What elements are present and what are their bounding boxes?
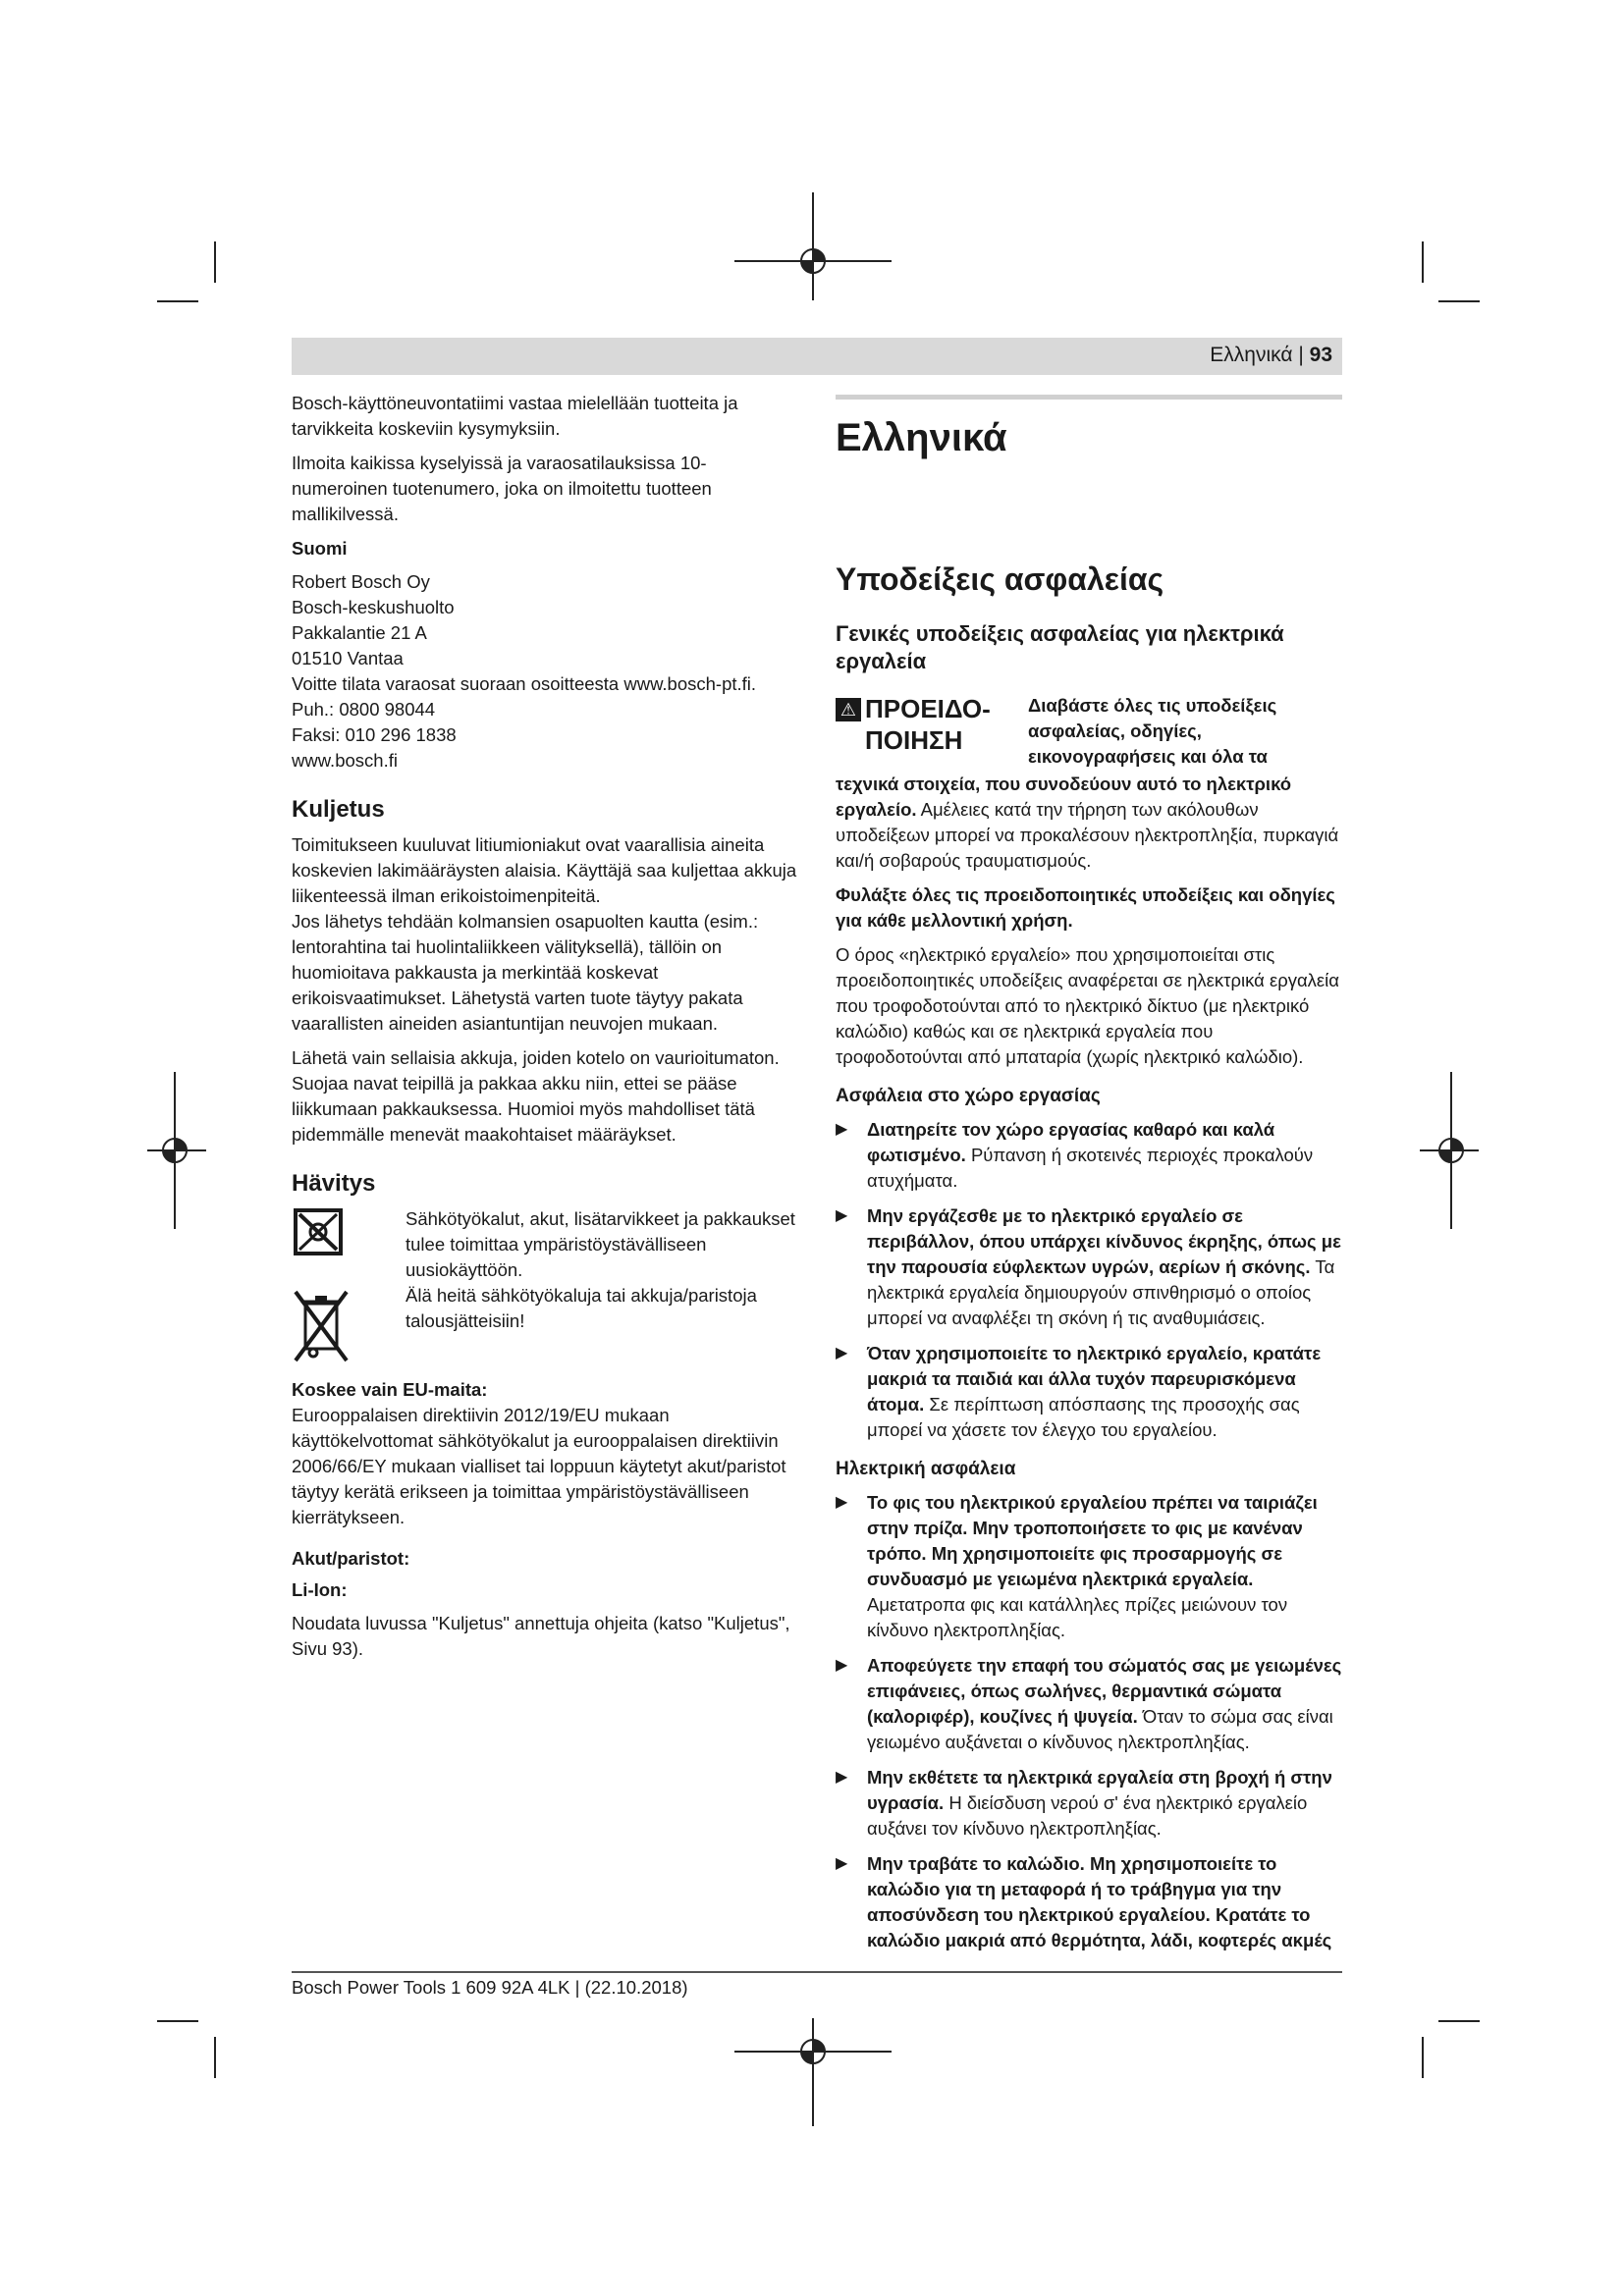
electrical-safety-heading: Ηλεκτρική ασφάλεια [836, 1459, 1016, 1479]
item-text: Τα ηλεκτρικά εργαλεία δημιουργούν σπινθηρισμό ο οποίος μπορεί να αναφλέξει τη σκόνη ή τις αναθυμιάσεις. [867, 1256, 1335, 1328]
intro-paragraph: Ilmoita kaikissa kyselyissä ja varaosatilauksissa 10-numeroinen tuotenumero, joka on ilmoitettu tuotteen mallikilvessä. [292, 453, 712, 524]
transport-heading: Kuljetus [292, 796, 385, 823]
section-rule [836, 395, 1342, 400]
right-column [836, 402, 1342, 1963]
term-definition: Ο όρος «ηλεκτρικό εργαλείο» που χρησιμοποιείται στις προειδοποιητικές υποδείξεις αναφέρεται σε ηλεκτρικά εργαλεία που τροφοδοτούνται από το ηλεκτρικό δίκτυο (με ηλεκτρικό καλώδιο) καθώς και σε ηλεκτρικά εργαλεία που τροφοδοτούνται από μπαταρία (χωρίς ηλεκτρικό καλώδιο). [836, 944, 1339, 1067]
recycle-packaging-icon [292, 1206, 345, 1257]
disposal-paragraph: Sähkötyökalut, akut, lisätarvikkeet ja pakkaukset tulee toimittaa ympäristöystävälliseen uusiokäyttöön. [406, 1208, 795, 1280]
item-text: Ρύπανση ή σκοτεινές περιοχές προκαλούν ατυχήματα. [867, 1145, 1314, 1191]
disposal-text [406, 1206, 798, 1343]
warning-bold: τεχνικά στοιχεία, που συνοδεύουν αυτό το ηλεκτρικό εργαλείο. [836, 774, 1292, 820]
bullet-arrow-icon: ▶ [836, 1207, 848, 1224]
item-bold: Διατηρείτε τον χώρο εργασίας καθαρό και καλά φωτισμένο. [867, 1119, 1275, 1165]
general-safety-heading: Γενικές υποδείξεις ασφαλείας για ηλεκτρικά εργαλεία [836, 621, 1284, 673]
list-item [836, 1851, 1342, 1953]
address-line: Pakkalantie 21 A [292, 622, 427, 643]
crop-mark [1422, 241, 1424, 283]
warning-triangle-icon: ⚠ [836, 698, 861, 721]
registration-mark-bottom [734, 2018, 892, 2126]
crop-mark [214, 241, 216, 283]
disposal-heading: Hävitys [292, 1170, 376, 1197]
page-footer: Bosch Power Tools 1 609 92A 4LK | (22.10.2018) [292, 1977, 688, 1998]
address-line: Robert Bosch Oy [292, 571, 430, 592]
list-item [836, 1341, 1342, 1443]
bullet-arrow-icon: ▶ [836, 1855, 848, 1872]
address-line: 01510 Vantaa [292, 648, 404, 668]
country-heading: Suomi [292, 538, 348, 559]
safety-heading: Υποδείξεις ασφαλείας [836, 561, 1164, 597]
item-text: Σε περίπτωση απόσπασης της προσοχής σας μπορεί να χάσετε τον έλεγχο του εργαλείου. [867, 1394, 1300, 1440]
warning-label [836, 693, 1012, 756]
list-item [836, 1490, 1342, 1643]
disposal-icons [292, 1206, 351, 1375]
crop-mark [1438, 300, 1480, 302]
page-header: Ελληνικά | 93 [1210, 344, 1332, 366]
header-language: Ελληνικά [1210, 344, 1293, 366]
address-line: www.bosch.fi [292, 750, 398, 771]
registration-mark-top [734, 192, 892, 300]
address-block [292, 569, 800, 774]
intro-paragraph: Bosch-käyttöneuvontatiimi vastaa mielellään tuotteita ja tarvikkeita koskeviin kysymyksiin. [292, 393, 738, 439]
language-title: Ελληνικά [836, 416, 1007, 459]
address-line: Bosch-keskushuolto [292, 597, 455, 617]
batteries-heading: Akut/paristot: [292, 1548, 410, 1569]
item-bold: Μην τραβάτε το καλώδιο. Μη χρησιμοποιείτε το καλώδιο για τη μεταφορά ή το τράβηγμα για την αποσύνδεση του ηλεκτρικού εργαλείου. Κρατάτε το καλώδιο μακριά από θερμότητα, λάδι, κοφτερές ακμές [867, 1853, 1332, 1950]
transport-paragraph: Jos lähetys tehdään kolmansien osapuolten kautta (esim.: lentorahtina tai huolintaliikkeen välityksellä), tällöin on huomioitava pakkausta ja merkintää koskevat erikoisvaatimukset. Lähetystä varten tuote täytyy pakata vaarallisten aineiden asiantuntijan neuvojen mukaan. [292, 911, 759, 1034]
bullet-arrow-icon: ▶ [836, 1345, 848, 1362]
list-item [836, 1117, 1342, 1194]
footer-rule [292, 1971, 1342, 1973]
warning-label-text: ΠΡΟΕΙΔΟ-ΠΟΙΗΣΗ [865, 694, 991, 755]
bullet-arrow-icon: ▶ [836, 1657, 848, 1674]
eu-heading: Koskee vain EU-maita: [292, 1379, 488, 1400]
bullet-arrow-icon: ▶ [836, 1769, 848, 1786]
liion-paragraph: Noudata luvussa "Kuljetus" annettuja ohjeita (katso "Kuljetus", Sivu 93). [292, 1613, 790, 1659]
item-bold: Αποφεύγετε την επαφή του σώματός σας με γειωμένες επιφάνειες, όπως σωλήνες, θερμαντικά σώματα (καλοριφέρ), κουζίνες ή ψυγεία. [867, 1655, 1342, 1727]
address-line: Puh.: 0800 98044 [292, 699, 436, 720]
bullet-arrow-icon: ▶ [836, 1121, 848, 1138]
warning-continuation [836, 772, 1342, 874]
item-text: Αμετατροπα φις και κατάλληλες πρίζες μειώνουν τον κίνδυνο ηλεκτροπληξίας. [867, 1594, 1288, 1640]
crop-mark [1438, 2020, 1480, 2022]
item-bold: Το φις του ηλεκτρικού εργαλείου πρέπει να ταιριάζει στην πρίζα. Μην τροποποιήσετε το φις με κανέναν τρόπο. Μη χρησιμοποιείτε φις προσαρμογής σε συνδυασμό με γειωμένα ηλεκτρικά εργαλεία. [867, 1492, 1318, 1589]
list-item [836, 1765, 1342, 1842]
transport-paragraph: Toimitukseen kuuluvat litiumioniakut ovat vaarallisia aineita koskevien lakimääräysten alaisia. Käyttäjä saa kuljettaa akkuja liikenteessä ilman erikoistoimenpiteitä. [292, 834, 797, 906]
warning-side-text: Διαβάστε όλες τις υποδείξεις ασφαλείας, οδηγίες, εικονογραφήσεις και όλα τα [1028, 695, 1277, 767]
bullet-arrow-icon: ▶ [836, 1494, 848, 1511]
liion-heading: Li-Ion: [292, 1579, 348, 1600]
work-area-heading: Ασφάλεια στο χώρο εργασίας [836, 1086, 1101, 1106]
registration-mark-right [1420, 1072, 1479, 1229]
eu-paragraph: Eurooppalaisen direktiivin 2012/19/EU mukaan käyttökelvottomat sähkötyökalut ja eurooppalaisen direktiivin 2006/66/EY mukaan vialliset tai loppuun käytetyt akut/paristot täytyy kerätä erikseen ja toimittaa ympäristöystävälliseen kierrätykseen. [292, 1405, 786, 1527]
list-item [836, 1203, 1342, 1331]
warning-block [836, 693, 1342, 772]
left-column [292, 391, 800, 1671]
crop-mark [1422, 2037, 1424, 2078]
disposal-paragraph: Älä heitä sähkötyökaluja tai akkuja/paristoja talousjätteisiin! [406, 1285, 757, 1331]
transport-paragraph: Lähetä vain sellaisia akkuja, joiden kotelo on vaurioitumaton. Suojaa navat teipillä ja pakkaa akku niin, ettei se pääse liikkumaan pakkauksessa. Huomioi myös mahdolliset tätä pidemmälle menevät maakohtaiset määräykset. [292, 1047, 780, 1145]
item-text: Η διείσδυση νερού σ' ένα ηλεκτρικό εργαλείο αυξάνει τον κίνδυνο ηλεκτροπληξίας. [867, 1792, 1308, 1839]
item-bold: Μην εκθέτετε τα ηλεκτρικά εργαλεία στη βροχή ή στην υγρασία. [867, 1767, 1332, 1813]
page-number: 93 [1309, 344, 1332, 366]
warning-text: Αμέλειες κατά την τήρηση των ακόλουθων υποδείξεων μπορεί να προκαλέσουν ηλεκτροπληξία, πυρκαγιά και/ή σοβαρούς τραυματισμούς. [836, 799, 1339, 871]
crop-mark [157, 2020, 198, 2022]
item-text: Όταν το σώμα σας είναι γειωμένο αυξάνεται ο κίνδυνος ηλεκτροπληξίας. [867, 1706, 1333, 1752]
list-item [836, 1653, 1342, 1755]
disposal-block [292, 1206, 800, 1377]
registration-mark-left [147, 1072, 206, 1229]
address-line: Faksi: 010 296 1838 [292, 724, 457, 745]
crop-mark [214, 2037, 216, 2078]
keep-instructions: Φυλάξτε όλες τις προειδοποιητικές υποδείξεις και οδηγίες για κάθε μελλοντική χρήση. [836, 884, 1335, 931]
header-bar [292, 338, 1342, 375]
item-bold: Μην εργάζεσθε με το ηλεκτρικό εργαλείο σε περιβάλλον, όπου υπάρχει κίνδυνος έκρηξης, όπως με την παρουσία εύφλεκτων υγρών, αερίων ή σκόνης. [867, 1205, 1341, 1277]
crossed-bin-icon [292, 1288, 351, 1368]
item-bold: Όταν χρησιμοποιείτε το ηλεκτρικό εργαλείο, κρατάτε μακριά τα παιδιά και άλλα τυχόν παρευρισκόμενα άτομα. [867, 1343, 1322, 1415]
address-line: Voitte tilata varaosat suoraan osoitteesta www.bosch-pt.fi. [292, 673, 757, 694]
crop-mark [157, 300, 198, 302]
